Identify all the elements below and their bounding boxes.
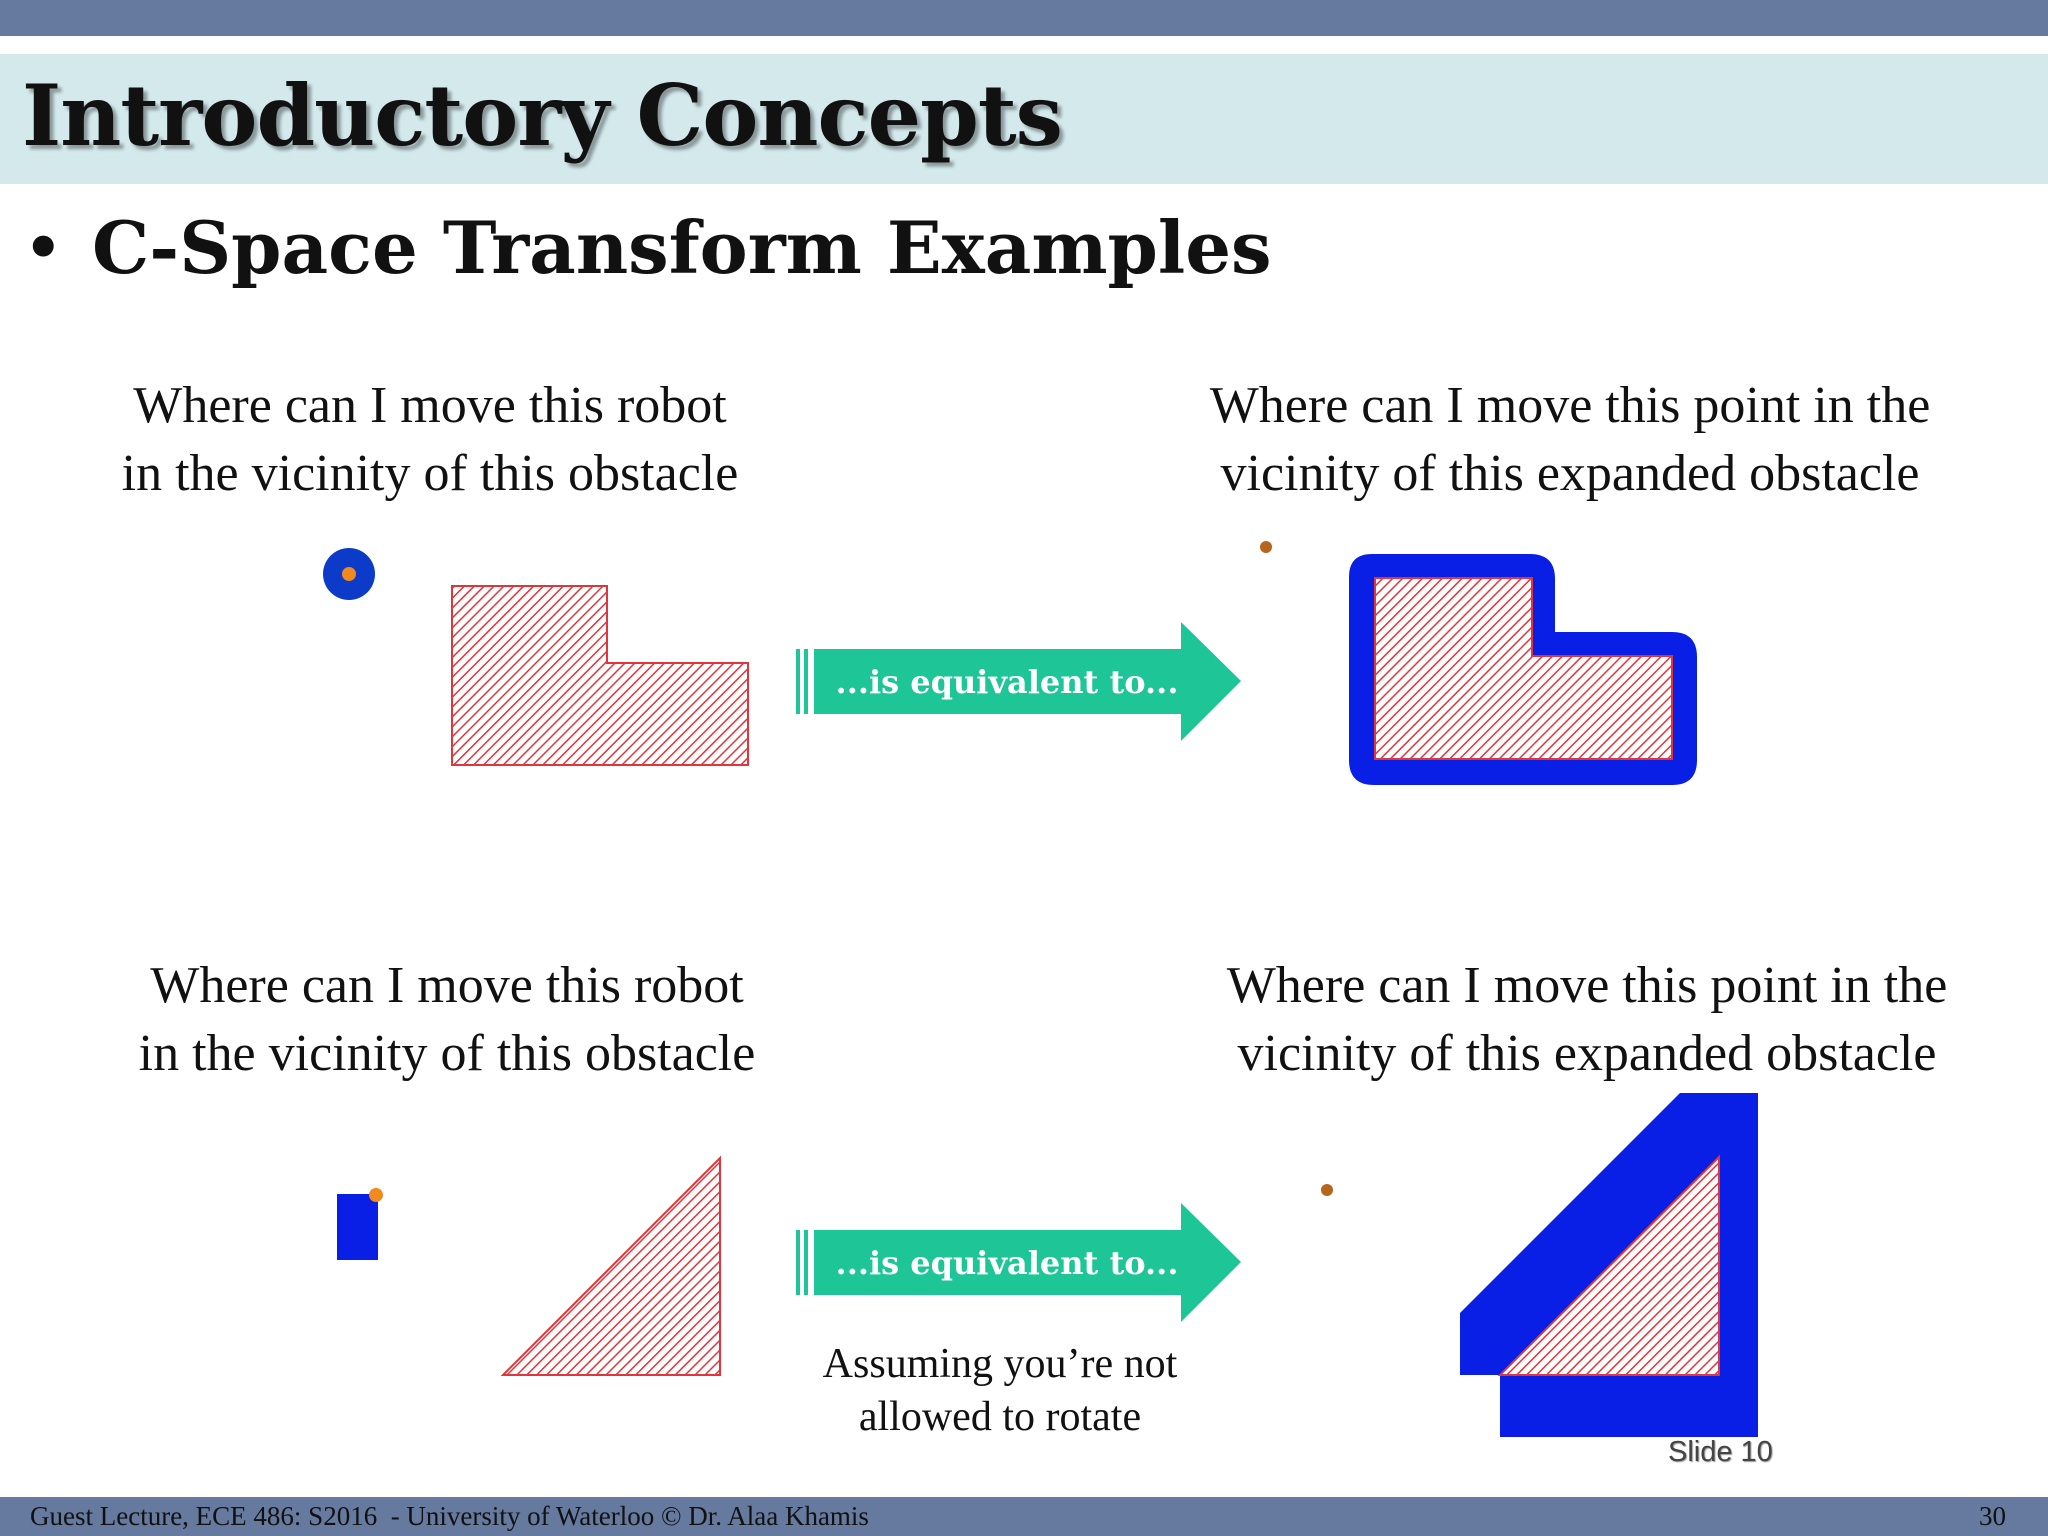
example-1-point-question: Where can I move this point in the vicinity of this expanded obstacle	[1209, 377, 1931, 502]
slide-title: Introductory Concepts	[22, 66, 1062, 165]
reference-point	[1321, 1184, 1333, 1196]
page-number: 30	[1979, 1501, 2006, 1531]
rotation-note: Assuming you’re not allowed to rotate	[822, 1341, 1178, 1440]
example-2-robot-question: Where can I move this robot in the vicinity of this obstacle	[138, 957, 756, 1082]
robot-reference-point	[369, 1188, 383, 1202]
reference-point	[1260, 541, 1272, 553]
robot-reference-point	[342, 567, 356, 581]
expanded-obstacle-core	[1375, 578, 1672, 759]
circular-robot	[323, 548, 375, 600]
embedded-slide-label: Slide 10	[1668, 1436, 1773, 1468]
triangle-obstacle	[503, 1158, 720, 1375]
bullet-marker: •	[22, 206, 65, 290]
example-2-point-question: Where can I move this point in the vicinity of this expanded obstacle	[1226, 957, 1948, 1082]
example-1-robot-question: Where can I move this robot in the vicinity of this obstacle	[121, 377, 739, 502]
bullet-text: C-Space Transform Examples	[92, 205, 1272, 290]
equivalence-arrow-1	[796, 619, 1241, 744]
footer-text: Guest Lecture, ECE 486: S2016 - University of Waterloo © Dr. Alaa Khamis	[30, 1501, 869, 1531]
rectangular-robot	[337, 1188, 383, 1260]
l-shaped-obstacle	[452, 586, 748, 765]
arrow-label: ...is equivalent to...	[835, 662, 1179, 701]
arrow-label: ...is equivalent to...	[835, 1243, 1179, 1282]
equivalence-arrow-2	[796, 1200, 1241, 1325]
